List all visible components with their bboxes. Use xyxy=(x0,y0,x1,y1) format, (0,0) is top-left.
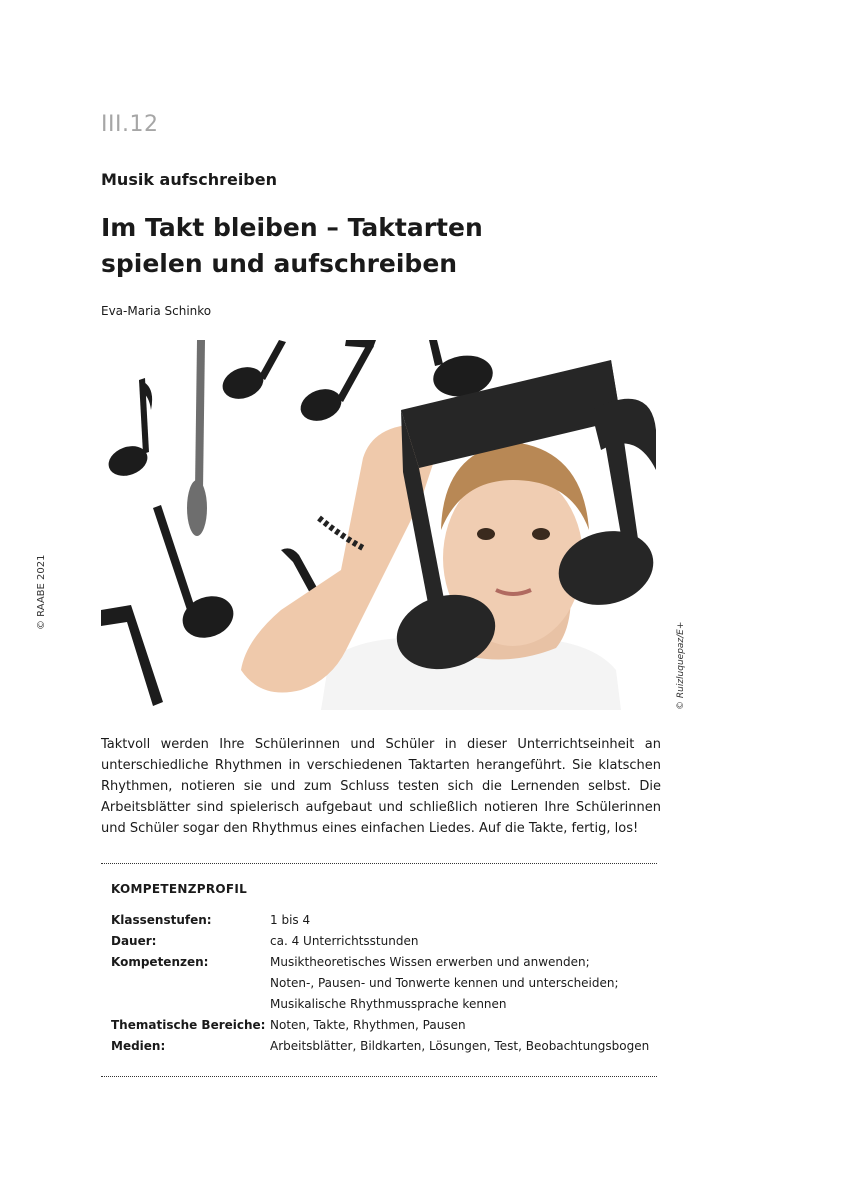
divider-bottom xyxy=(101,1076,657,1077)
profile-label: Medien: xyxy=(111,1039,166,1053)
profile-row-duration xyxy=(111,931,651,952)
cover-photo xyxy=(101,340,656,710)
profile-value-line: ca. 4 Unterrichtsstunden xyxy=(270,934,419,948)
profile-value xyxy=(270,931,651,952)
profile-label: Klassenstufen: xyxy=(111,913,212,927)
divider-top xyxy=(101,863,657,864)
photo-credit: © Ruizluquepaz/E+ xyxy=(676,621,686,710)
profile-value-line: Arbeitsblätter, Bildkarten, Lösungen, Test, Beobachtungsbogen xyxy=(270,1039,650,1053)
grey-note xyxy=(187,340,207,536)
competence-profile xyxy=(111,910,651,1057)
page-title: Im Takt bleiben – Taktarten spielen und aufschreiben xyxy=(101,213,483,278)
profile-row-topics xyxy=(111,1015,651,1036)
profile-value xyxy=(270,1036,651,1057)
profile-value-line: Noten-, Pausen- und Tonwerte kennen und unterscheiden; xyxy=(270,976,619,990)
profile-value-line: Musikalische Rhythmussprache kennen xyxy=(270,997,507,1011)
author-name: Eva-Maria Schinko xyxy=(101,304,212,318)
profile-value-line: 1 bis 4 xyxy=(270,913,311,927)
profile-label: Kompetenzen: xyxy=(111,955,209,969)
subject-heading: Musik aufschreiben xyxy=(101,170,277,189)
profile-label: Dauer: xyxy=(111,934,157,948)
profile-value xyxy=(270,952,651,1015)
intro-paragraph: Taktvoll werden Ihre Schülerinnen und Schüler in dieser Unterrichtseinheit an unterschiedliche Rhythmen in verschiedenen Taktarten herangeführt. Sie klatschen Rhythmen, notieren sie und zum Schluss testen sich die Lernenden selbst. Die Arbeitsblätter sind spielerisch aufgebaut und schließlich notieren Ihre Schülerinnen und Schüler sogar den Rhythmus eines einfachen Liedes. Auf die Takte, fertig, los! xyxy=(101,737,661,836)
profile-value-line: Noten, Takte, Rhythmen, Pausen xyxy=(270,1018,466,1032)
profile-row-media xyxy=(111,1036,651,1057)
profile-heading: KOMPETENZPROFIL xyxy=(111,882,248,896)
profile-row-competences xyxy=(111,952,651,1015)
music-notes-illustration xyxy=(101,340,656,710)
side-copyright: © RAABE 2021 xyxy=(36,554,47,630)
profile-row-grades xyxy=(111,910,651,931)
profile-value xyxy=(270,910,651,931)
profile-label: Thematische Bereiche: xyxy=(111,1018,266,1032)
section-code: III.12 xyxy=(101,112,159,137)
profile-value xyxy=(270,1015,651,1036)
profile-value-line: Musiktheoretisches Wissen erwerben und anwenden; xyxy=(270,955,590,969)
